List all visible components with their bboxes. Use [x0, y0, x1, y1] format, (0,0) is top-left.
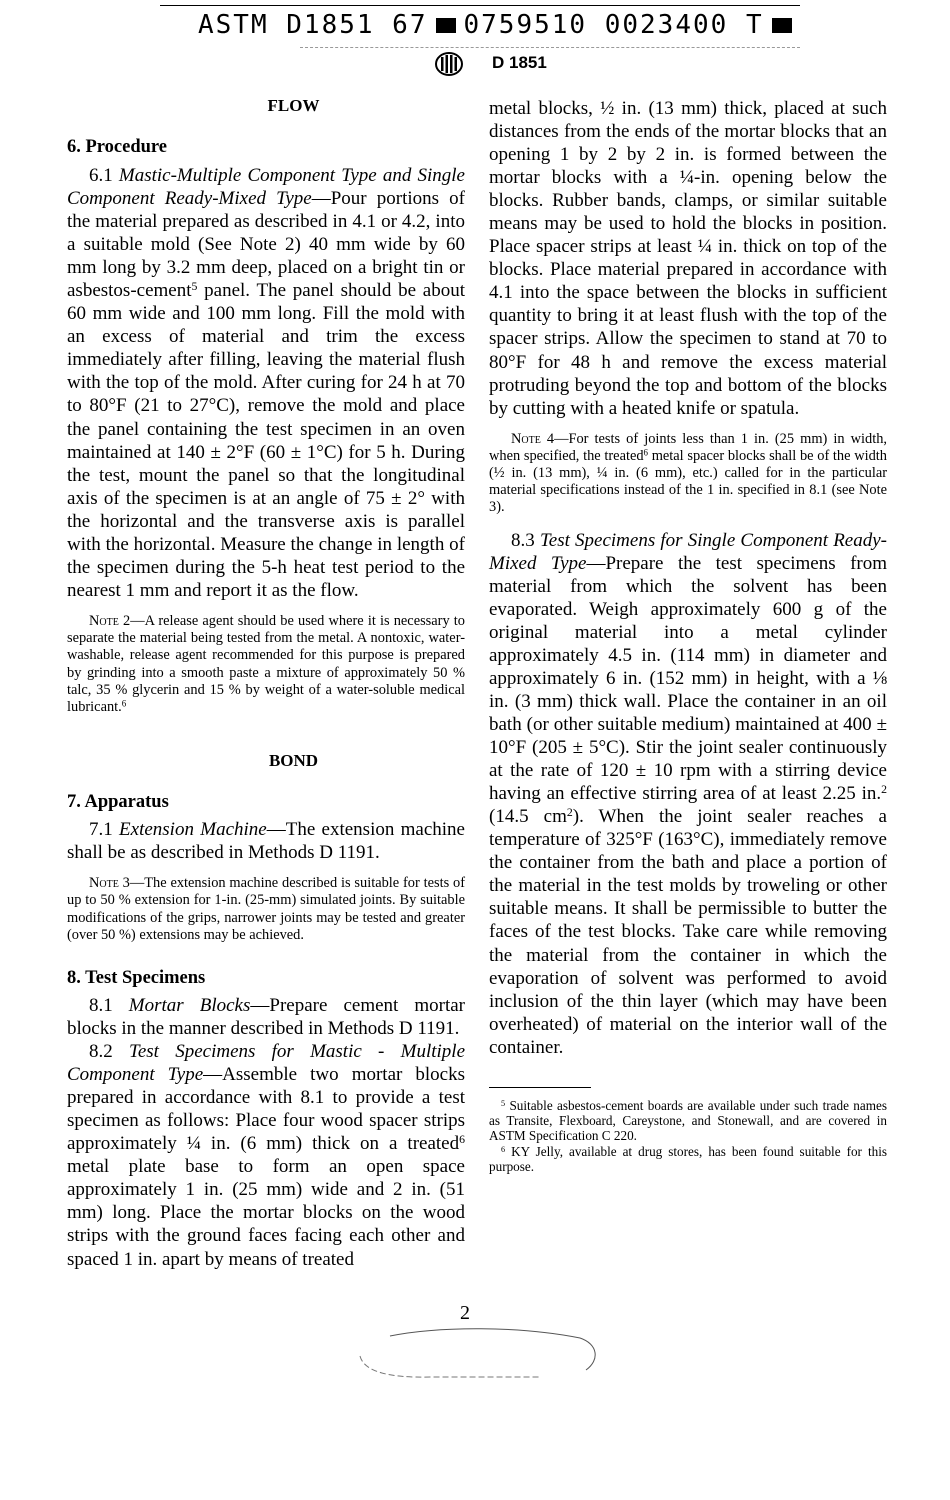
header-black-mark [436, 18, 456, 33]
header-black-mark-end [772, 18, 792, 33]
right-column [489, 97, 887, 1174]
note-3: Note 3—The extension machine described is suitable for tests of up to 50 % extension for 1-in. (25-mm) simulated joints. By suitable modifications of the grips, narrower joints may be tested and greater (over 50 %) extensions may be achieved. [67, 875, 465, 943]
flow-heading: FLOW [267, 96, 320, 115]
footnote-6: $^6$ KY Jelly, available at drug stores, has been found suitable for this purpose. [489, 1143, 887, 1174]
paragraph-8-2-part-1: 8.2 Test Specimens for Mastic - Multiple Component Type—Assemble two mortar blocks prepared in accordance with 8.1 to provide a test specimen as follows: Place four wood spacer strips approximately ¼ in. (6 mm) thick on a treated$^6$ metal plate base to form an open space approximately 1 in. (25 mm) wide and 2 in. (51 mm) long. Place the mortar blocks on the wood strips with the ground faces facing each other and spaced 1 in. apart by means of treated [67, 1041, 465, 1270]
scribble-mark [350, 1322, 610, 1382]
note-4: Note 4—For tests of joints less than 1 in. (25 mm) in width, when specified, the treated$^6$ metal spacer blocks shall be of the width (½ in. (13 mm), ¼ in. (6 mm), etc.) called for in the particular material specifications instead of the 1 in. specified in 8.1 (see Note 3). [489, 430, 888, 516]
document-id: D 1851 [492, 53, 547, 72]
page-number: 2 [460, 1302, 470, 1324]
footnote-rule [489, 1087, 591, 1088]
header-code-right: 0759510 0023400 T [463, 10, 764, 40]
header-code-line [198, 8, 768, 42]
paragraph-8-2-continued: metal blocks, ½ in. (13 mm) thick, placed at such distances from the ends of the mortar blocks that an opening 1 by 2 by 2 in. is formed between the mortar blocks with a ¼-in. opening below the blocks. Rubber bands, clamps, or similar suitable means may be used to hold the blocks in position. Place spacer strips at least ¼ in. thick on top of the blocks. Place material prepared in accordance with 4.1 into the space between the blocks in sufficient quantity to bring it at least flush with the top of the spacer strips. Allow the specimen to stand at 70 to 80°F for 48 h and remove the excess material protruding beyond the top and bottom of the blocks by cutting with a heated knife or spatula. [489, 98, 887, 419]
header-rule [160, 5, 800, 6]
paragraph-8-3: 8.3 Test Specimens for Single Component Ready-Mixed Type—Prepare the test specimens from material from which the solvent has been evaporated. Weigh approximately 600 g of the original material into a metal cylinder approximately 4.5 in. (114 mm) in diameter and approximately 6 in. (152 mm) in height, with a ⅛ in. (3 mm) thick wall. Place the container in an oil bath (or other suitable medium) maintained at 400 ± 10°F (205 ± 5°C). Stir the joint sealer continuously at the rate of 120 ± 10 rpm with a stirring device having an effective stirring area of at least 2.25 in.$^2$ (14.5 $cm^2$). When the joint sealer reaches a temperature of 325°F (163°C), immediately remove the container from the bath and place a portion of the material in the test molds by troweling or other suitable means. It shall be permissible to butter the faces of the test blocks. Take care while removing the material from the container in which the evaporation of solvent was performed to avoid inclusion of the thin layer (which may have been overheated) of material on the interior wall of the container. [489, 529, 888, 1058]
paragraph-7-1: 7.1 Extension Machine—The extension machine shall be as described in Methods D 1191. [67, 819, 465, 864]
paragraph-8-1: 8.1 Mortar Blocks—Prepare cement mortar blocks in the manner described in Methods D 1191. [67, 995, 465, 1040]
header-code-left: ASTM D1851 67 [198, 10, 428, 40]
section-6-heading: 6. Procedure [67, 137, 168, 157]
astm-logo-icon [435, 52, 463, 76]
note-2: Note 2—A release agent should be used where it is necessary to separate the material being tested from the metal. A nontoxic, water-washable, release agent recommended for this purpose is prepared by grinding into a smooth paste a mixture of approximately 50 % talc, 35 % glycerin and 15 % by weight of a water-soluble medical lubricant.$^6$ [67, 612, 465, 715]
left-column [67, 95, 465, 1500]
section-7-heading: 7. Apparatus [67, 792, 169, 813]
paragraph-6-1: 6.1 Mastic-Multiple Component Type and Single Component Ready-Mixed Type—Pour portions of the material prepared as described in 4.1 or 4.2, into a suitable mold (See Note 2) 40 mm wide by 60 mm long by 3.2 mm deep, placed on a bright tin or asbestos-cement$^5$ panel. The panel should be about 60 mm wide and 100 mm long. Fill the mold with an excess of material and trim the excess immediately after filling, leaving the material flush with the top of the mold. After curing for 24 h at 70 to 80°F (21 to 27°C), remove the mold and place the panel containing the test specimen in an oven maintained at 140 ± 2°F (60 ± 1°C) for 5 h. During the test, mount the panel so that the longitudinal axis of the specimen is at an angle of 75 ± 2° with the horizontal and the transverse axis is parallel with the horizontal. Measure the change in length of the specimen during the 5-h heat test period to the nearest 1 mm and report it as the flow. [67, 165, 465, 601]
bond-heading: BOND [268, 751, 319, 771]
header-dash-rule [300, 47, 800, 48]
section-8-heading: 8. Test Specimens [67, 968, 206, 989]
footnote-5: $^5$ Suitable asbestos-cement boards are available under such trade names as Transite, Flexboard, Careystone, and Stonewall, and are covered in ASTM Specification C 220. [489, 1097, 887, 1144]
